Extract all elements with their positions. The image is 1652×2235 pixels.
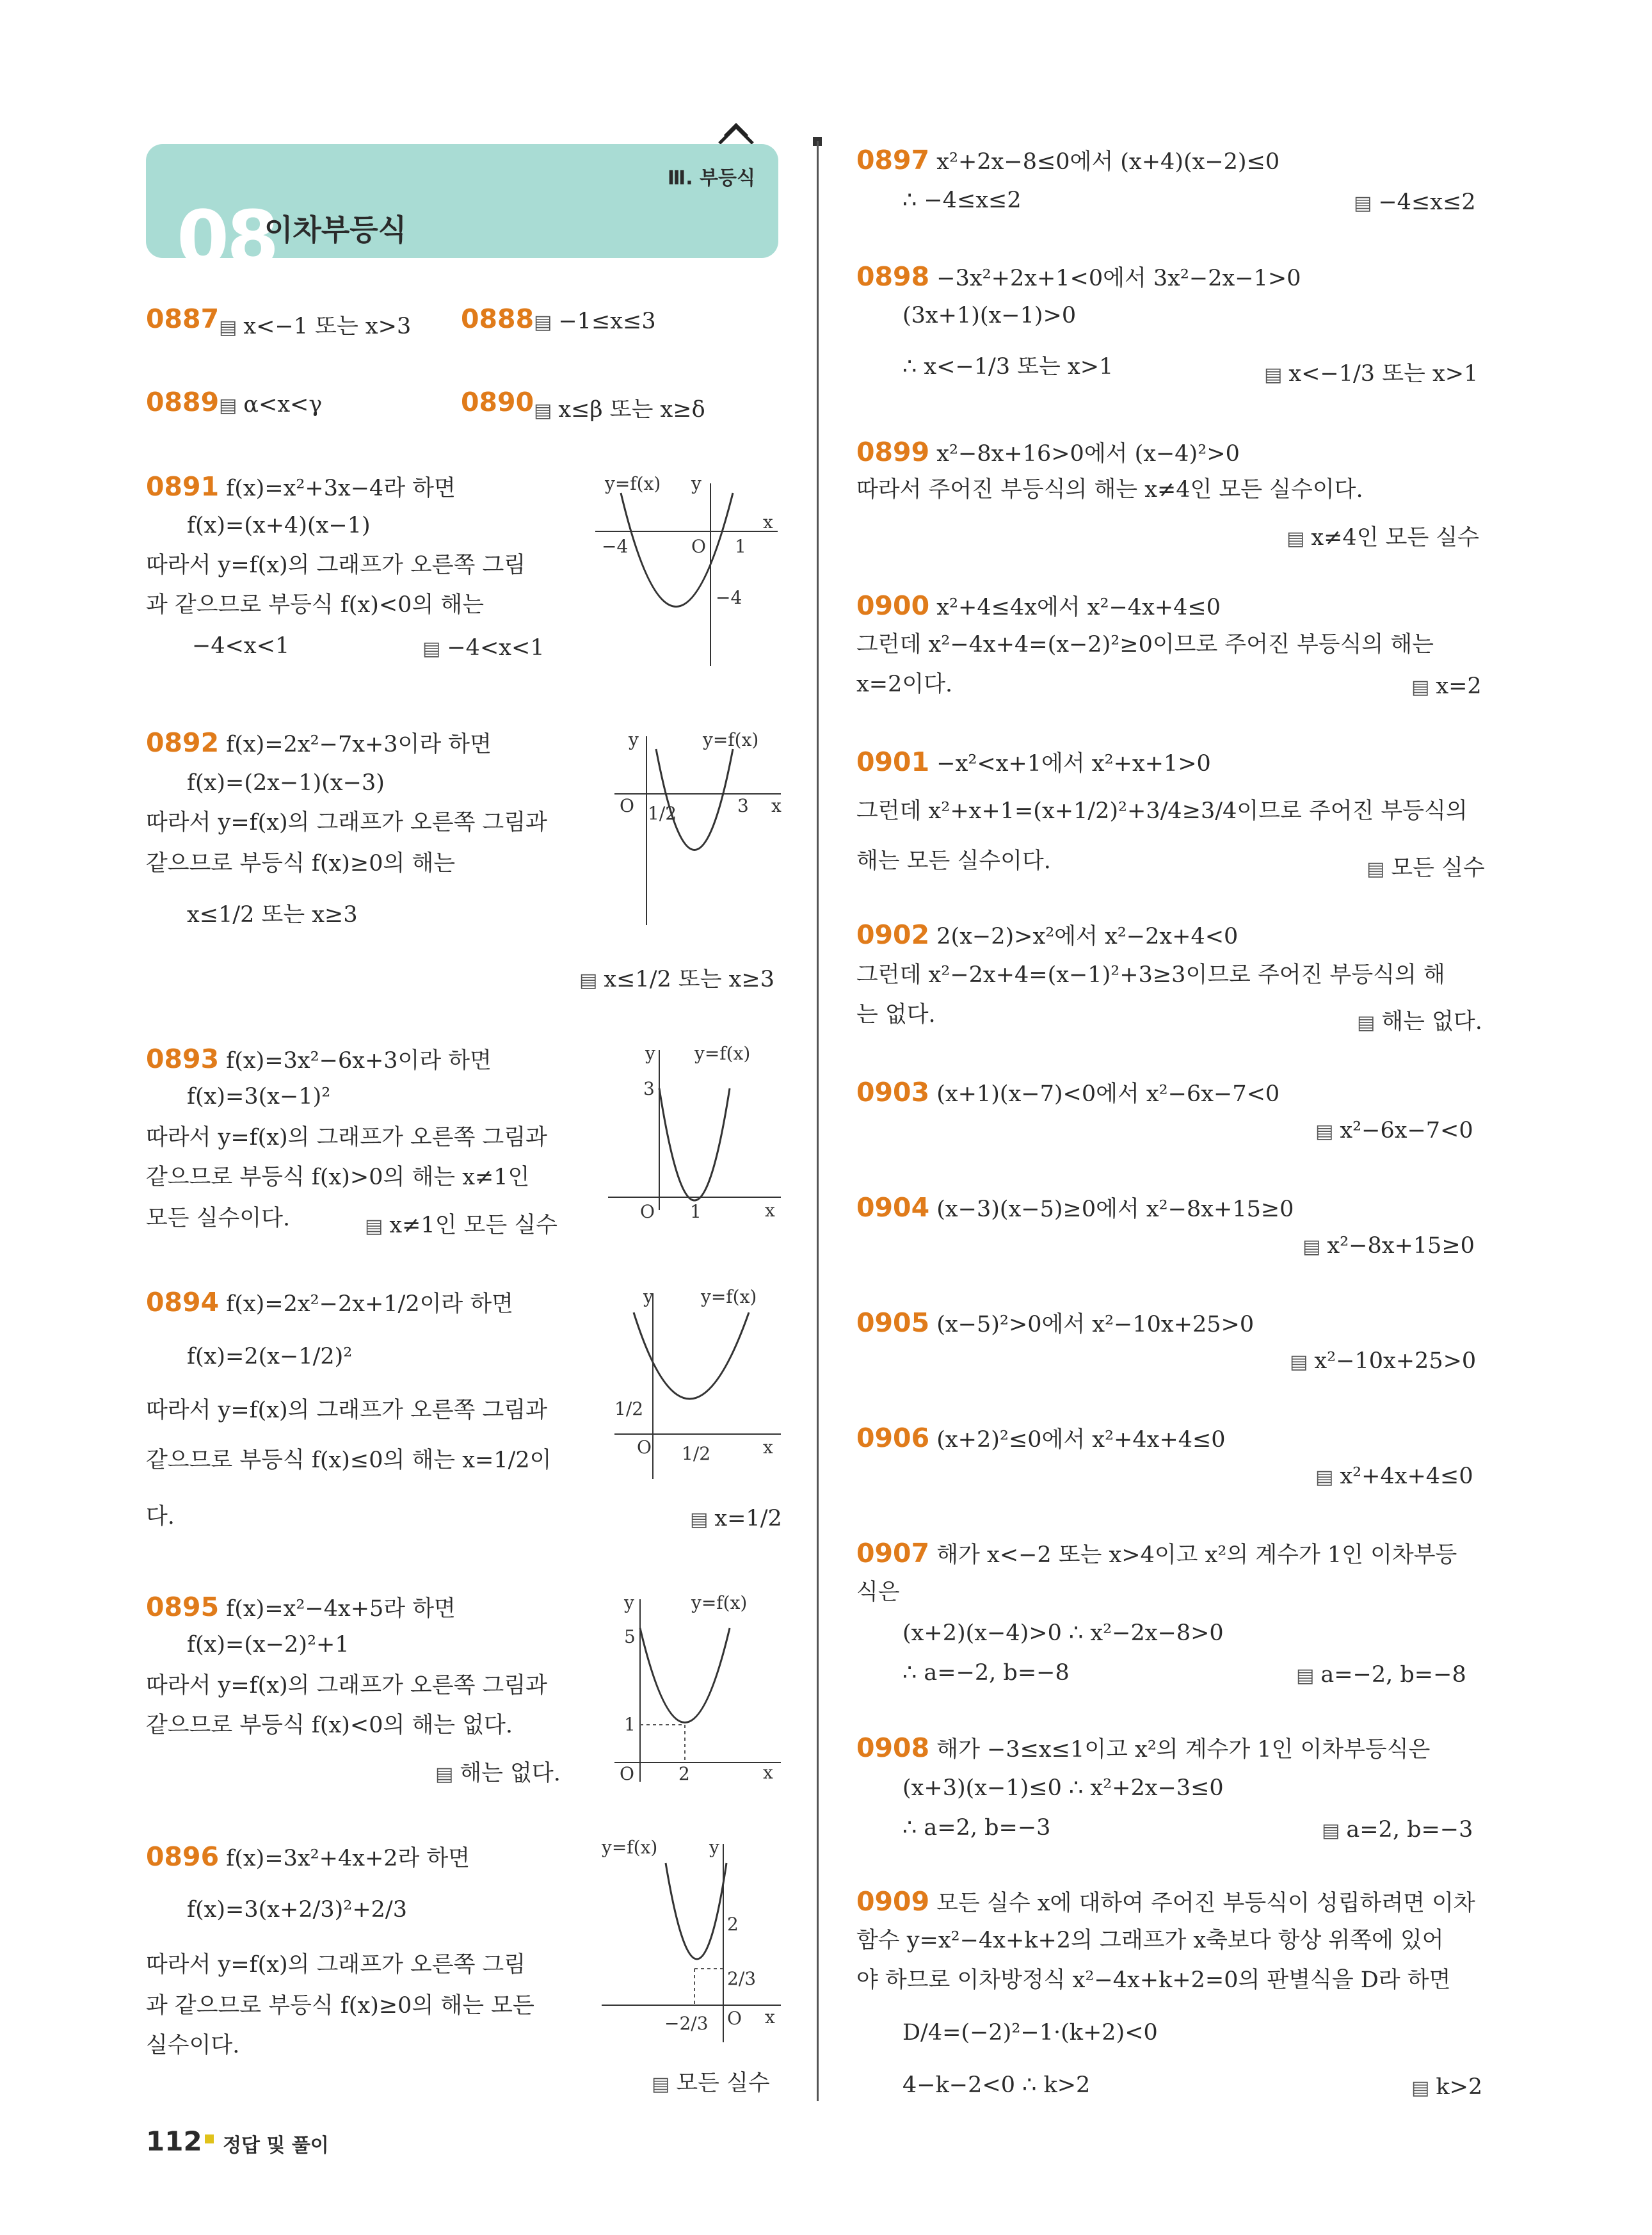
problem-0891-line1: 0891 f(x)=x²+3x−4라 하면 <box>146 471 456 502</box>
svg-text:1: 1 <box>690 1201 702 1222</box>
svg-text:O: O <box>637 1437 652 1458</box>
answer-0896: ▤ 모든 실수 <box>652 2065 770 2097</box>
column-divider <box>817 141 819 2101</box>
problem-0893-line2: f(x)=3(x−1)² <box>187 1084 331 1109</box>
problem-0907-line4: ∴ a=−2, b=−8 <box>902 1660 1070 1686</box>
problem-0896-line5: 실수이다. <box>146 2033 240 2058</box>
svg-text:1/2: 1/2 <box>682 1443 711 1464</box>
graph-0895 <box>614 1593 787 1785</box>
svg-text:y: y <box>691 473 702 494</box>
problem-0891-line4: 과 같으므로 부등식 f(x)<0의 해는 <box>146 592 485 618</box>
section-label: Ⅲ. 부등식 <box>667 167 755 190</box>
chapter-title: 이차부등식 <box>264 213 407 247</box>
problem-0894-line5: 다. <box>146 1504 175 1529</box>
svg-text:3: 3 <box>737 795 749 816</box>
svg-text:2: 2 <box>678 1763 690 1784</box>
problem-0902-line3: 는 없다. <box>856 1002 936 1028</box>
problem-0891-line3: 따라서 y=f(x)의 그래프가 오른쪽 그림 <box>146 553 526 578</box>
graph-0891 <box>595 471 787 669</box>
svg-text:1/2: 1/2 <box>614 1398 644 1419</box>
svg-text:1/2: 1/2 <box>648 803 677 824</box>
svg-text:−4: −4 <box>602 536 629 557</box>
answer-0888: ▤ −1≤x≤3 <box>534 309 656 334</box>
svg-text:O: O <box>691 536 706 557</box>
problem-0897-line1: 0897 x²+2x−8≤0에서 (x+4)(x−2)≤0 <box>856 145 1280 175</box>
problem-0902-line1: 0902 2(x−2)>x²에서 x²−2x+4<0 <box>856 919 1239 950</box>
problem-0893-line5: 모든 실수이다. <box>146 1206 291 1231</box>
svg-text:2: 2 <box>727 1914 739 1935</box>
problem-0891-line5: −4<x<1 <box>192 633 290 659</box>
problem-0905-line1: 0905 (x−5)²>0에서 x²−10x+25>0 <box>856 1307 1255 1338</box>
svg-text:O: O <box>620 1763 634 1784</box>
chapter-number: 08 <box>177 194 277 282</box>
svg-text:1: 1 <box>624 1714 636 1735</box>
chevron-icon <box>717 120 755 146</box>
problem-0901-line1: 0901 −x²<x+1에서 x²+x+1>0 <box>856 746 1211 777</box>
problem-0909-line2: 함수 y=x²−4x+k+2의 그래프가 x축보다 항상 위쪽에 있어 <box>856 1928 1444 1953</box>
svg-text:2/3: 2/3 <box>727 1968 757 1989</box>
svg-text:x: x <box>765 2006 775 2028</box>
answer-0902: ▤ 해는 없다. <box>1357 1004 1482 1036</box>
problem-0892-line3: 따라서 y=f(x)의 그래프가 오른쪽 그림과 <box>146 810 547 835</box>
problem-0900-line1: 0900 x²+4≤4x에서 x²−4x+4≤0 <box>856 590 1221 621</box>
problem-0895-line1: 0895 f(x)=x²−4x+5라 하면 <box>146 1592 456 1622</box>
problem-0887: 0887 <box>146 303 220 334</box>
svg-text:O: O <box>727 2008 742 2029</box>
problem-0907-line1: 0907 해가 x<−2 또는 x>4이고 x²의 계수가 1인 이차부등 <box>856 1538 1457 1569</box>
svg-text:y=f(x): y=f(x) <box>694 1043 751 1064</box>
problem-0907-line2: 식은 <box>856 1579 900 1605</box>
svg-text:y: y <box>629 729 639 750</box>
svg-text:x: x <box>763 1762 773 1783</box>
problem-0891-line2: f(x)=(x+4)(x−1) <box>187 513 371 538</box>
problem-0898-line3: ∴ x<−1/3 또는 x>1 <box>902 354 1114 380</box>
svg-text:5: 5 <box>624 1626 636 1647</box>
problem-0892-line5: x≤1/2 또는 x≥3 <box>187 902 358 928</box>
graph-0894 <box>614 1287 787 1479</box>
answer-0894: ▤ x=1/2 <box>690 1506 782 1531</box>
footer-square-icon <box>205 2134 214 2143</box>
problem-0894-line1: 0894 f(x)=2x²−2x+1/2이라 하면 <box>146 1287 513 1318</box>
problem-0909-line3: 야 하므로 이차방정식 x²−4x+k+2=0의 판별식을 D라 하면 <box>856 1967 1451 1993</box>
problem-0894-line2: f(x)=2(x−1/2)² <box>187 1344 353 1369</box>
problem-0909-line1: 0909 모든 실수 x에 대하여 주어진 부등식이 성립하려면 이차 <box>856 1886 1475 1917</box>
problem-0898-line2: (3x+1)(x−1)>0 <box>902 303 1077 328</box>
answer-0903: ▤ x²−6x−7<0 <box>1315 1118 1473 1143</box>
answer-0897: ▤ −4≤x≤2 <box>1354 190 1476 215</box>
chapter-header <box>146 144 778 282</box>
answer-0893: ▤ x≠1인 모든 실수 <box>365 1207 557 1239</box>
answer-0905: ▤ x²−10x+25>0 <box>1290 1348 1476 1374</box>
problem-0893-line4: 같으므로 부등식 f(x)>0의 해는 x≠1인 <box>146 1165 530 1190</box>
svg-text:y=f(x): y=f(x) <box>703 729 759 750</box>
problem-0893-line3: 따라서 y=f(x)의 그래프가 오른쪽 그림과 <box>146 1125 547 1150</box>
answer-0891: ▤ −4<x<1 <box>422 635 545 661</box>
problem-0899-line2: 따라서 주어진 부등식의 해는 x≠4인 모든 실수이다. <box>856 477 1363 503</box>
svg-text:x: x <box>765 1200 775 1221</box>
problem-0908-line2: (x+3)(x−1)≤0 ∴ x²+2x−3≤0 <box>902 1775 1224 1801</box>
problem-0894-line3: 따라서 y=f(x)의 그래프가 오른쪽 그림과 <box>146 1398 547 1423</box>
problem-0909-line4: D/4=(−2)²−1·(k+2)<0 <box>902 2020 1158 2045</box>
answer-0898: ▤ x<−1/3 또는 x>1 <box>1264 356 1478 388</box>
answer-0909: ▤ k>2 <box>1411 2074 1482 2100</box>
footer-label: 정답 및 풀이 <box>223 2134 329 2157</box>
problem-0902-line2: 그런데 x²−2x+4=(x−1)²+3≥3이므로 주어진 부등식의 해 <box>856 962 1445 988</box>
graph-0896 <box>602 1837 787 2049</box>
svg-text:y=f(x): y=f(x) <box>605 473 661 494</box>
answer-0892: ▤ x≤1/2 또는 x≥3 <box>579 962 774 994</box>
answer-0899: ▤ x≠4인 모든 실수 <box>1287 520 1479 552</box>
answer-0904: ▤ x²−8x+15≥0 <box>1303 1233 1475 1259</box>
graph-0892 <box>614 730 787 928</box>
problem-0890: 0890 <box>461 387 534 417</box>
problem-0900-line2: 그런데 x²−4x+4=(x−2)²≥0이므로 주어진 부등식의 해는 <box>856 632 1434 658</box>
problem-0893-line1: 0893 f(x)=3x²−6x+3이라 하면 <box>146 1044 492 1074</box>
svg-text:y: y <box>645 1043 655 1064</box>
svg-text:y=f(x): y=f(x) <box>602 1837 658 1858</box>
svg-text:x: x <box>763 512 773 533</box>
problem-0896-line2: f(x)=3(x+2/3)²+2/3 <box>187 1897 407 1923</box>
svg-text:y: y <box>643 1286 654 1307</box>
page-number: 112 <box>146 2126 202 2157</box>
problem-0892-line1: 0892 f(x)=2x²−7x+3이라 하면 <box>146 727 492 758</box>
svg-text:x: x <box>771 795 782 816</box>
problem-0888: 0888 <box>461 303 534 334</box>
problem-0895-line2: f(x)=(x−2)²+1 <box>187 1632 349 1658</box>
svg-text:1: 1 <box>735 536 746 557</box>
problem-0892-line4: 같으므로 부등식 f(x)≥0의 해는 <box>146 851 456 876</box>
answer-0907: ▤ a=−2, b=−8 <box>1296 1662 1466 1688</box>
svg-text:y=f(x): y=f(x) <box>701 1286 757 1307</box>
problem-0907-line3: (x+2)(x−4)>0 ∴ x²−2x−8>0 <box>902 1620 1224 1646</box>
svg-text:y: y <box>624 1592 634 1613</box>
svg-text:O: O <box>640 1201 655 1222</box>
answer-0887: ▤ x<−1 또는 x>3 <box>219 309 411 341</box>
svg-text:y: y <box>709 1837 719 1858</box>
answer-0906: ▤ x²+4x+4≤0 <box>1315 1464 1473 1489</box>
graph-0893 <box>608 1044 787 1229</box>
svg-text:y=f(x): y=f(x) <box>691 1592 748 1613</box>
problem-0908-line3: ∴ a=2, b=−3 <box>902 1815 1051 1841</box>
svg-text:−4: −4 <box>716 587 742 608</box>
problem-0897-line2: ∴ −4≤x≤2 <box>902 188 1022 213</box>
problem-0903-line1: 0903 (x+1)(x−7)<0에서 x²−6x−7<0 <box>856 1077 1280 1108</box>
problem-0896-line3: 따라서 y=f(x)의 그래프가 오른쪽 그림 <box>146 1952 526 1978</box>
svg-text:−2/3: −2/3 <box>664 2013 709 2034</box>
answer-0889: ▤ α<x<γ <box>219 392 322 417</box>
problem-0900-line3: x=2이다. <box>856 672 953 697</box>
problem-0894-line4: 같으므로 부등식 f(x)≤0의 해는 x=1/2이 <box>146 1448 552 1473</box>
problem-0899-line1: 0899 x²−8x+16>0에서 (x−4)²>0 <box>856 437 1240 467</box>
answer-0908: ▤ a=2, b=−3 <box>1322 1817 1473 1843</box>
answer-0890: ▤ x≤β 또는 x≥δ <box>534 392 705 424</box>
problem-0906-line1: 0906 (x+2)²≤0에서 x²+4x+4≤0 <box>856 1423 1226 1453</box>
problem-0898-line1: 0898 −3x²+2x+1<0에서 3x²−2x−1>0 <box>856 261 1301 292</box>
svg-text:O: O <box>620 795 634 816</box>
problem-0904-line1: 0904 (x−3)(x−5)≥0에서 x²−8x+15≥0 <box>856 1192 1294 1223</box>
problem-0896-line4: 과 같으므로 부등식 f(x)≥0의 해는 모든 <box>146 1993 534 2019</box>
problem-0889: 0889 <box>146 387 220 417</box>
problem-0901-line2: 그런데 x²+x+1=(x+1/2)²+3/4≥3/4이므로 주어진 부등식의 <box>856 798 1468 824</box>
problem-0896-line1: 0896 f(x)=3x²+4x+2라 하면 <box>146 1841 470 1872</box>
answer-0895: ▤ 해는 없다. <box>435 1755 561 1787</box>
svg-text:x: x <box>763 1437 773 1458</box>
problem-0892-line2: f(x)=(2x−1)(x−3) <box>187 770 385 796</box>
problem-0901-line3: 해는 모든 실수이다. <box>856 848 1051 874</box>
answer-0900: ▤ x=2 <box>1411 674 1482 699</box>
problem-0909-line5: 4−k−2<0 ∴ k>2 <box>902 2072 1091 2098</box>
problem-0895-line4: 같으므로 부등식 f(x)<0의 해는 없다. <box>146 1713 513 1738</box>
svg-text:3: 3 <box>643 1078 655 1099</box>
problem-0908-line1: 0908 해가 −3≤x≤1이고 x²의 계수가 1인 이차부등식은 <box>856 1732 1431 1763</box>
problem-0895-line3: 따라서 y=f(x)의 그래프가 오른쪽 그림과 <box>146 1673 547 1698</box>
answer-0901: ▤ 모든 실수 <box>1367 850 1485 882</box>
